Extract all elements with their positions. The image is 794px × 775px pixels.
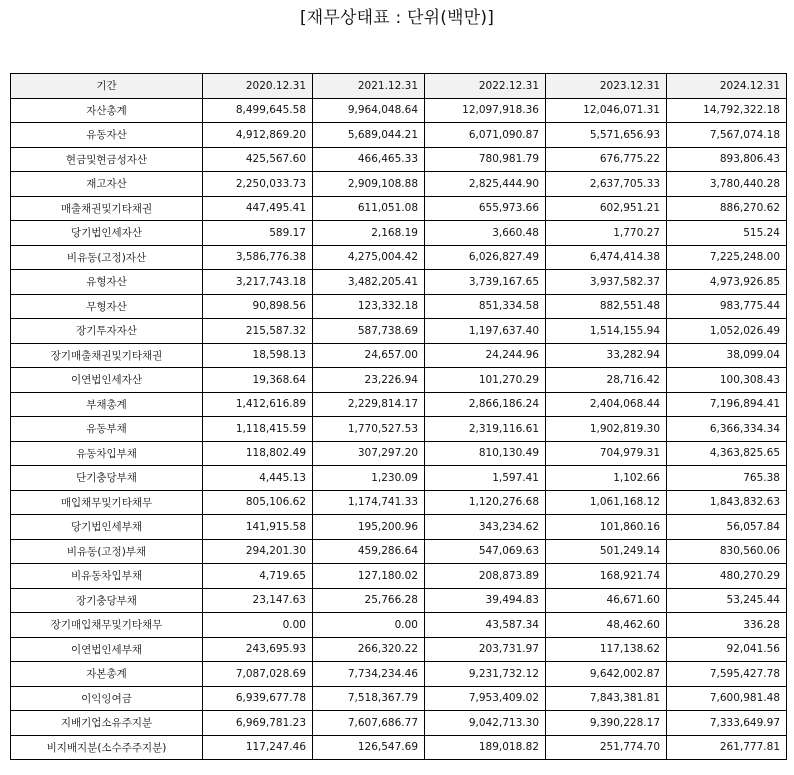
table-row [11,515,787,540]
column-header-period: 2022.12.31 [425,74,546,99]
value-cell: 480,270.29 [667,564,787,589]
value-cell: 7,196,894.41 [667,392,787,417]
value-cell: 4,275,004.42 [313,245,425,270]
value-cell: 1,102.66 [546,466,667,491]
row-label: 비지배지분(소수주주지분) [11,735,203,760]
value-cell: 5,571,656.93 [546,123,667,148]
column-header-period: 2020.12.31 [203,74,313,99]
table-row [11,294,787,319]
value-cell: 4,912,869.20 [203,123,313,148]
value-cell: 7,953,409.02 [425,686,546,711]
value-cell: 56,057.84 [667,515,787,540]
value-cell: 6,071,090.87 [425,123,546,148]
value-cell: 810,130.49 [425,441,546,466]
table-row [11,441,787,466]
value-cell: 117,138.62 [546,637,667,662]
row-label: 무형자산 [11,294,203,319]
value-cell: 7,518,367.79 [313,686,425,711]
value-cell: 266,320.22 [313,637,425,662]
value-cell: 3,586,776.38 [203,245,313,270]
row-label: 유동차입부채 [11,441,203,466]
value-cell: 203,731.97 [425,637,546,662]
value-cell: 46,671.60 [546,588,667,613]
row-label: 장기투자자산 [11,319,203,344]
table-row [11,711,787,736]
value-cell: 3,937,582.37 [546,270,667,295]
financial-statement-table [10,73,787,760]
value-cell: 9,231,732.12 [425,662,546,687]
value-cell: 24,244.96 [425,343,546,368]
value-cell: 141,915.58 [203,515,313,540]
value-cell: 24,657.00 [313,343,425,368]
table-row [11,686,787,711]
column-header-period: 2024.12.31 [667,74,787,99]
value-cell: 19,368.64 [203,368,313,393]
value-cell: 2,909,108.88 [313,172,425,197]
table-row [11,417,787,442]
column-header-period: 2023.12.31 [546,74,667,99]
row-label: 장기매출채권및기타채권 [11,343,203,368]
value-cell: 343,234.62 [425,515,546,540]
table-row [11,196,787,221]
value-cell: 0.00 [313,613,425,638]
table-row [11,245,787,270]
value-cell: 589.17 [203,221,313,246]
value-cell: 611,051.08 [313,196,425,221]
value-cell: 215,587.32 [203,319,313,344]
value-cell: 780,981.79 [425,147,546,172]
value-cell: 7,087,028.69 [203,662,313,687]
value-cell: 587,738.69 [313,319,425,344]
value-cell: 1,118,415.59 [203,417,313,442]
value-cell: 123,332.18 [313,294,425,319]
value-cell: 336.28 [667,613,787,638]
value-cell: 851,334.58 [425,294,546,319]
value-cell: 118,802.49 [203,441,313,466]
value-cell: 127,180.02 [313,564,425,589]
value-cell: 6,026,827.49 [425,245,546,270]
column-header-label: 기간 [11,74,203,99]
value-cell: 886,270.62 [667,196,787,221]
value-cell: 3,739,167.65 [425,270,546,295]
value-cell: 547,069.63 [425,539,546,564]
value-cell: 9,390,228.17 [546,711,667,736]
row-label: 자본총계 [11,662,203,687]
value-cell: 3,482,205.41 [313,270,425,295]
table-header [11,74,787,99]
value-cell: 602,951.21 [546,196,667,221]
row-label: 매출채권및기타채권 [11,196,203,221]
row-label: 비유동(고정)부채 [11,539,203,564]
table-row [11,368,787,393]
value-cell: 1,597.41 [425,466,546,491]
table-row [11,343,787,368]
row-label: 지배기업소유주지분 [11,711,203,736]
table-row [11,98,787,123]
value-cell: 101,270.29 [425,368,546,393]
value-cell: 7,607,686.77 [313,711,425,736]
table-row [11,270,787,295]
value-cell: 1,230.09 [313,466,425,491]
value-cell: 1,052,026.49 [667,319,787,344]
value-cell: 447,495.41 [203,196,313,221]
row-label: 단기충당부채 [11,466,203,491]
value-cell: 1,902,819.30 [546,417,667,442]
value-cell: 1,514,155.94 [546,319,667,344]
value-cell: 12,097,918.36 [425,98,546,123]
value-cell: 515.24 [667,221,787,246]
value-cell: 882,551.48 [546,294,667,319]
value-cell: 2,229,814.17 [313,392,425,417]
value-cell: 1,412,616.89 [203,392,313,417]
value-cell: 1,197,637.40 [425,319,546,344]
value-cell: 1,770,527.53 [313,417,425,442]
row-label: 유동자산 [11,123,203,148]
row-label: 당기법인세부채 [11,515,203,540]
value-cell: 90,898.56 [203,294,313,319]
value-cell: 655,973.66 [425,196,546,221]
row-label: 이익잉여금 [11,686,203,711]
value-cell: 2,404,068.44 [546,392,667,417]
value-cell: 983,775.44 [667,294,787,319]
value-cell: 4,973,926.85 [667,270,787,295]
value-cell: 307,297.20 [313,441,425,466]
table-row [11,147,787,172]
value-cell: 7,225,248.00 [667,245,787,270]
value-cell: 1,174,741.33 [313,490,425,515]
table-body [11,98,787,760]
value-cell: 4,445.13 [203,466,313,491]
value-cell: 765.38 [667,466,787,491]
value-cell: 9,042,713.30 [425,711,546,736]
value-cell: 189,018.82 [425,735,546,760]
table-row [11,539,787,564]
table-row [11,735,787,760]
value-cell: 3,217,743.18 [203,270,313,295]
value-cell: 830,560.06 [667,539,787,564]
value-cell: 8,499,645.58 [203,98,313,123]
table-row [11,221,787,246]
value-cell: 168,921.74 [546,564,667,589]
value-cell: 38,099.04 [667,343,787,368]
value-cell: 7,600,981.48 [667,686,787,711]
value-cell: 23,147.63 [203,588,313,613]
value-cell: 425,567.60 [203,147,313,172]
row-label: 당기법인세자산 [11,221,203,246]
value-cell: 18,598.13 [203,343,313,368]
value-cell: 893,806.43 [667,147,787,172]
row-label: 비유동(고정)자산 [11,245,203,270]
value-cell: 243,695.93 [203,637,313,662]
value-cell: 7,595,427.78 [667,662,787,687]
row-label: 장기매입채무및기타채무 [11,613,203,638]
value-cell: 6,939,677.78 [203,686,313,711]
value-cell: 466,465.33 [313,147,425,172]
row-label: 현금및현금성자산 [11,147,203,172]
table-row [11,613,787,638]
row-label: 비유동차입부채 [11,564,203,589]
row-label: 이연법인세자산 [11,368,203,393]
row-label: 재고자산 [11,172,203,197]
value-cell: 1,061,168.12 [546,490,667,515]
table-row [11,123,787,148]
value-cell: 7,843,381.81 [546,686,667,711]
value-cell: 117,247.46 [203,735,313,760]
value-cell: 704,979.31 [546,441,667,466]
row-label: 부채총계 [11,392,203,417]
row-label: 자산총계 [11,98,203,123]
value-cell: 195,200.96 [313,515,425,540]
value-cell: 2,866,186.24 [425,392,546,417]
value-cell: 48,462.60 [546,613,667,638]
value-cell: 251,774.70 [546,735,667,760]
value-cell: 4,363,825.65 [667,441,787,466]
value-cell: 23,226.94 [313,368,425,393]
column-header-period: 2021.12.31 [313,74,425,99]
table-row [11,637,787,662]
value-cell: 100,308.43 [667,368,787,393]
row-label: 유동부채 [11,417,203,442]
table-row [11,564,787,589]
value-cell: 6,969,781.23 [203,711,313,736]
value-cell: 3,660.48 [425,221,546,246]
value-cell: 1,843,832.63 [667,490,787,515]
value-cell: 676,775.22 [546,147,667,172]
value-cell: 39,494.83 [425,588,546,613]
value-cell: 2,250,033.73 [203,172,313,197]
value-cell: 7,333,649.97 [667,711,787,736]
value-cell: 2,319,116.61 [425,417,546,442]
value-cell: 101,860.16 [546,515,667,540]
value-cell: 53,245.44 [667,588,787,613]
value-cell: 805,106.62 [203,490,313,515]
value-cell: 501,249.14 [546,539,667,564]
value-cell: 459,286.64 [313,539,425,564]
row-label: 장기충당부채 [11,588,203,613]
value-cell: 3,780,440.28 [667,172,787,197]
value-cell: 9,964,048.64 [313,98,425,123]
value-cell: 6,366,334.34 [667,417,787,442]
value-cell: 7,734,234.46 [313,662,425,687]
value-cell: 7,567,074.18 [667,123,787,148]
value-cell: 1,120,276.68 [425,490,546,515]
row-label: 이연법인세부채 [11,637,203,662]
row-label: 매입채무및기타채무 [11,490,203,515]
row-label: 유형자산 [11,270,203,295]
table-row [11,466,787,491]
value-cell: 5,689,044.21 [313,123,425,148]
value-cell: 28,716.42 [546,368,667,393]
table-row [11,588,787,613]
value-cell: 25,766.28 [313,588,425,613]
table-row [11,392,787,417]
value-cell: 43,587.34 [425,613,546,638]
value-cell: 12,046,071.31 [546,98,667,123]
value-cell: 2,637,705.33 [546,172,667,197]
header-row [11,74,787,99]
value-cell: 126,547.69 [313,735,425,760]
value-cell: 33,282.94 [546,343,667,368]
value-cell: 294,201.30 [203,539,313,564]
table-row [11,490,787,515]
value-cell: 2,168.19 [313,221,425,246]
value-cell: 208,873.89 [425,564,546,589]
value-cell: 4,719.65 [203,564,313,589]
value-cell: 1,770.27 [546,221,667,246]
value-cell: 6,474,414.38 [546,245,667,270]
value-cell: 92,041.56 [667,637,787,662]
value-cell: 14,792,322.18 [667,98,787,123]
page-title: [재무상태표 : 단위(백만)] [299,8,495,28]
table-row [11,172,787,197]
value-cell: 2,825,444.90 [425,172,546,197]
value-cell: 0.00 [203,613,313,638]
value-cell: 9,642,002.87 [546,662,667,687]
value-cell: 261,777.81 [667,735,787,760]
table-row [11,319,787,344]
table-row [11,662,787,687]
